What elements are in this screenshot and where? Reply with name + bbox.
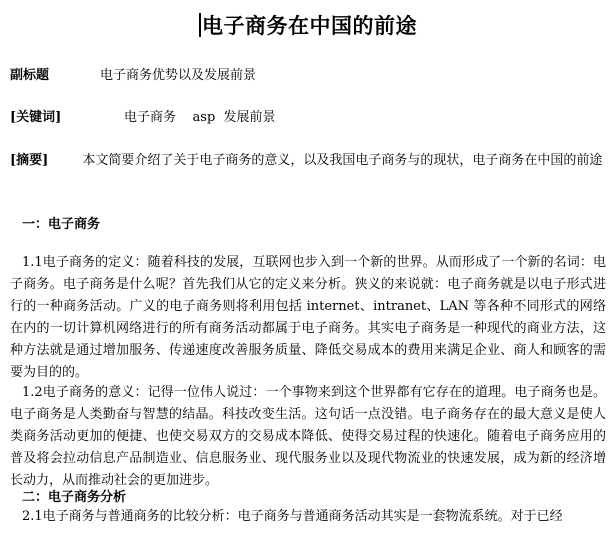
subtitle-label: 副标题: [10, 68, 50, 83]
paragraph: 1.1电子商务的定义：随着科技的发展，互联网也步入到一个新的世界。从而形成了一个新的名词：电子商务。电子商务是什么呢？首先我们从它的定义来分析。狭义的来说就：电子商务就是以电子形式进行的一种商务活动。广义的电子商务则将利用包括 internet、intranet、LAN 等各种不同形式的网络在内的一切计算机网络进行的所有商务活动都属于电子商务。其实电子商务是一种现代的商业方法，这种方法就是通过增加服务、传递速度改善服务质量、降低交易成本的费用来满足企业、商人和顾客的需要为目的的。: [10, 255, 606, 380]
section-heading: 二：电子商务分析: [22, 490, 127, 505]
abstract-label: [摘要]: [10, 153, 49, 168]
abstract-text: 本文简要介绍了关于电子商务的意义，以及我国电子商务与的现状，电子商务在中国的前途: [82, 153, 603, 168]
title-block: [0, 10, 616, 40]
paragraph: 1.2电子商务的意义：记得一位伟人说过：一个事物来到这个世界都有它存在的道理。电子商务也是。电子商务是人类勤奋与智慧的结晶。科技改变生活。这句话一点没错。电子商务存在的最大意义是使人类商务活动更加的便捷、也使交易双方的交易成本降低、使得交易过程的快速化。随着电子商务应用的普及将会拉动信息产品制造业、信息服务业、现代服务业以及现代物流业的快速发展，成为新的经济增长动力，从而推动社会的更加进步。: [10, 385, 606, 488]
document-title: 电子商务在中国的前途: [202, 13, 417, 38]
subtitle-row: [10, 66, 256, 86]
keywords-label: [关键词]: [10, 110, 62, 125]
abstract-block: [10, 150, 608, 172]
section-heading: 一：电子商务: [22, 217, 101, 232]
subtitle-value: 电子商务优势以及发展前景: [100, 68, 257, 83]
keywords-value: 电子商务 asp 发展前景: [124, 110, 276, 125]
paragraph: 2.1电子商务与普通商务的比较分析：电子商务与普通商务活动其实是一套物流系统。对于已经: [22, 509, 563, 524]
keywords-row: [10, 108, 276, 128]
text-cursor: [199, 13, 201, 37]
